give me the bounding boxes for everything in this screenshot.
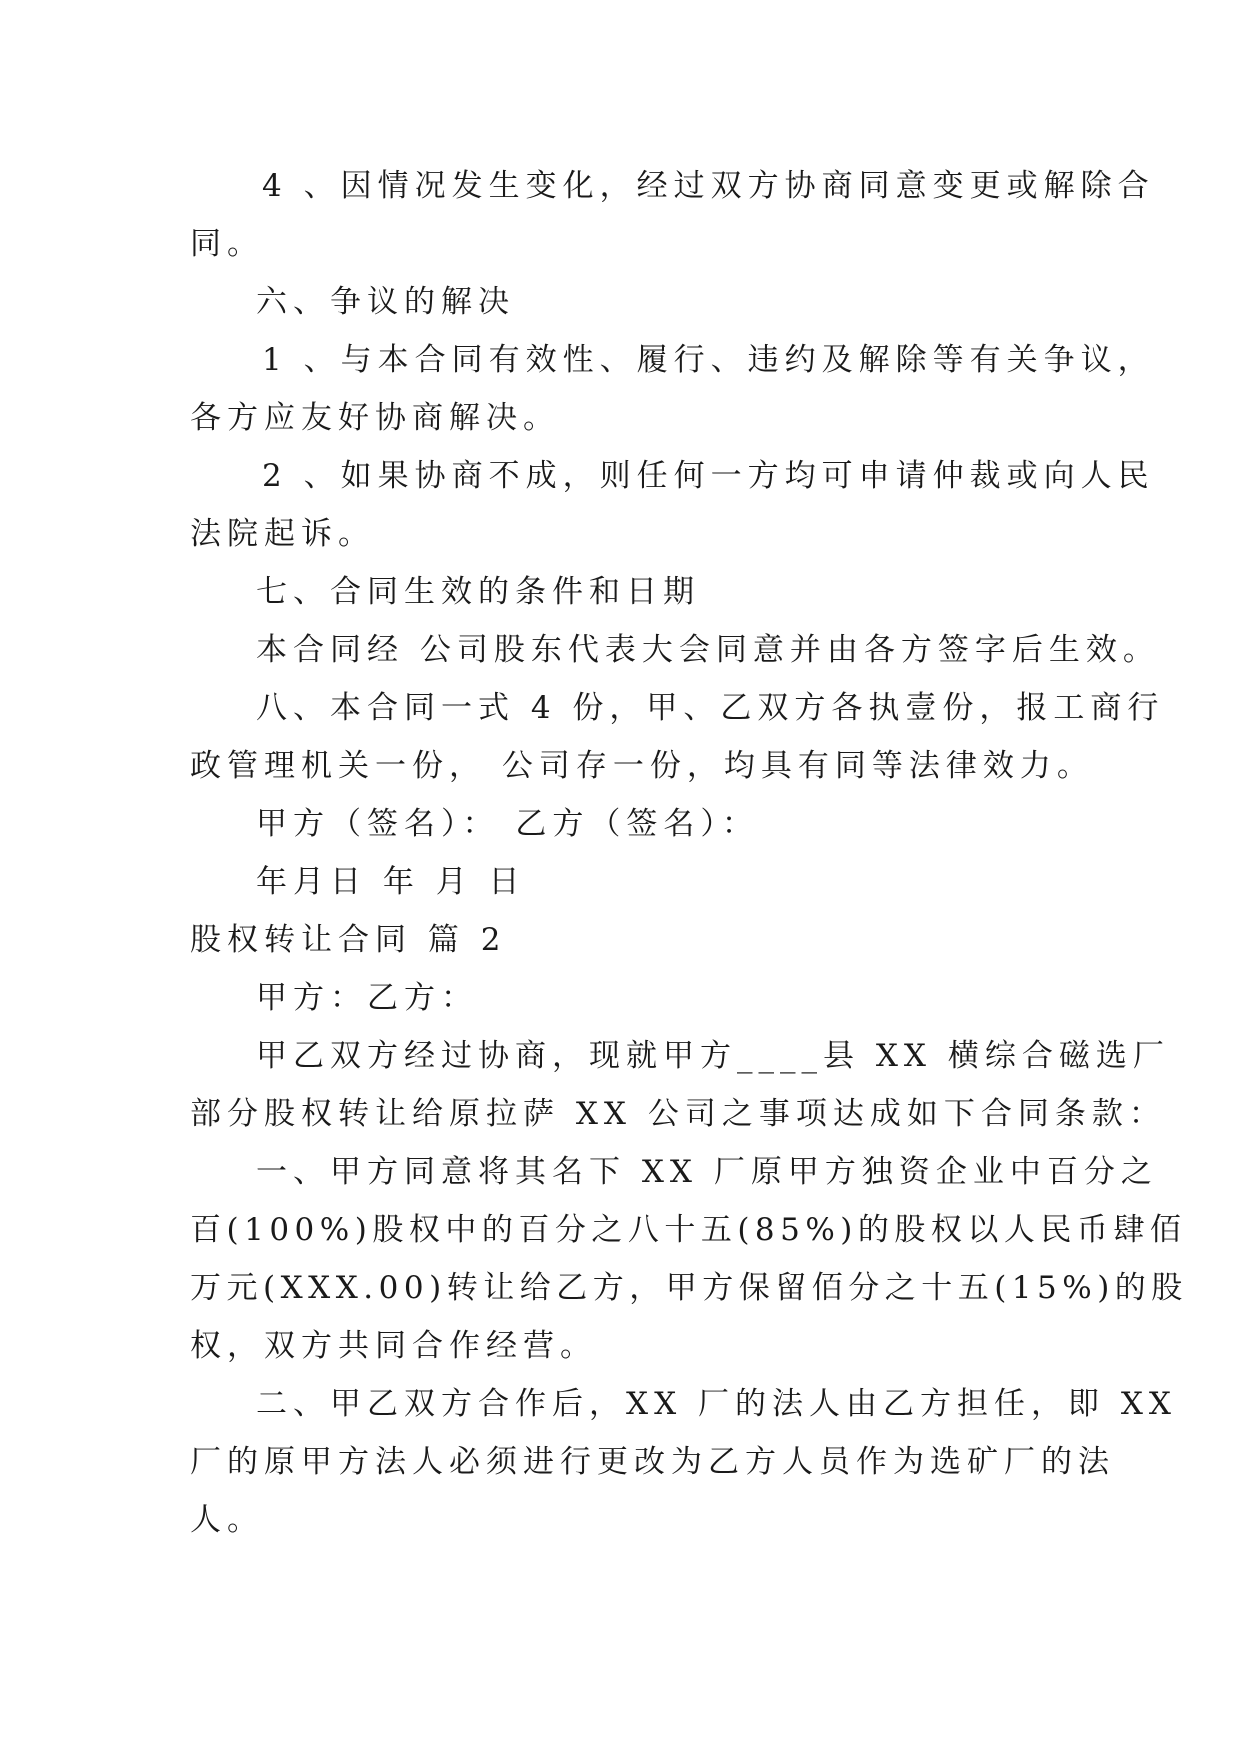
section-7-heading: 七、合同生效的条件和日期 (256, 574, 700, 610)
intro-line-2: 部分股权转让给原拉萨 XX 公司之事项达成如下合同条款： (190, 1096, 1166, 1132)
parties-line: 甲方：乙方： (256, 980, 478, 1016)
clause-6-1-line-2: 各方应友好协商解决。 (190, 400, 560, 436)
article-1-line-1: 一、甲方同意将其名下 XX 厂原甲方独资企业中百分之 (256, 1154, 1158, 1190)
section-6-heading: 六、争议的解决 (256, 284, 515, 320)
intro-line-1: 甲乙双方经过协商，现就甲方____县 XX 横综合磁选厂 (256, 1038, 1170, 1074)
clause-5-4-line-1: 4 、因情况发生变化，经过双方协商同意变更或解除合 (262, 168, 1155, 204)
article-1-line-4: 权，双方共同合作经营。 (190, 1328, 597, 1364)
clause-6-1-line-1: 1 、与本合同有效性、履行、违约及解除等有关争议， (262, 342, 1155, 378)
section-7-text: 本合同经 公司股东代表大会同意并由各方签字后生效。 (256, 632, 1160, 668)
clause-6-2-line-2: 法院起诉。 (190, 516, 375, 552)
article-1-line-2: 百(100%)股权中的百分之八十五(85%)的股权以人民币肆佰 (190, 1212, 1187, 1248)
article-2-line-3: 人。 (190, 1502, 264, 1538)
article-2-line-2: 厂的原甲方法人必须进行更改为乙方人员作为选矿厂的法 (190, 1444, 1115, 1480)
clause-6-2-line-1: 2 、如果协商不成，则任何一方均可申请仲裁或向人民 (262, 458, 1155, 494)
section-8-line-1: 八、本合同一式 4 份，甲、乙双方各执壹份，报工商行 (256, 690, 1165, 726)
contract-2-title: 股权转让合同 篇 2 (190, 922, 507, 958)
signature-line: 甲方（签名）： 乙方（签名）： (256, 806, 759, 842)
article-1-line-3: 万元(XXX.00)转让给乙方，甲方保留佰分之十五(15%)的股 (190, 1270, 1188, 1306)
clause-5-4-line-2: 同。 (190, 226, 264, 262)
date-line: 年月日 年 月 日 (256, 864, 526, 900)
article-2-line-1: 二、甲乙双方合作后，XX 厂的法人由乙方担任，即 XX (256, 1386, 1177, 1422)
section-8-line-2: 政管理机关一份， 公司存一份，均具有同等法律效力。 (190, 748, 1094, 784)
